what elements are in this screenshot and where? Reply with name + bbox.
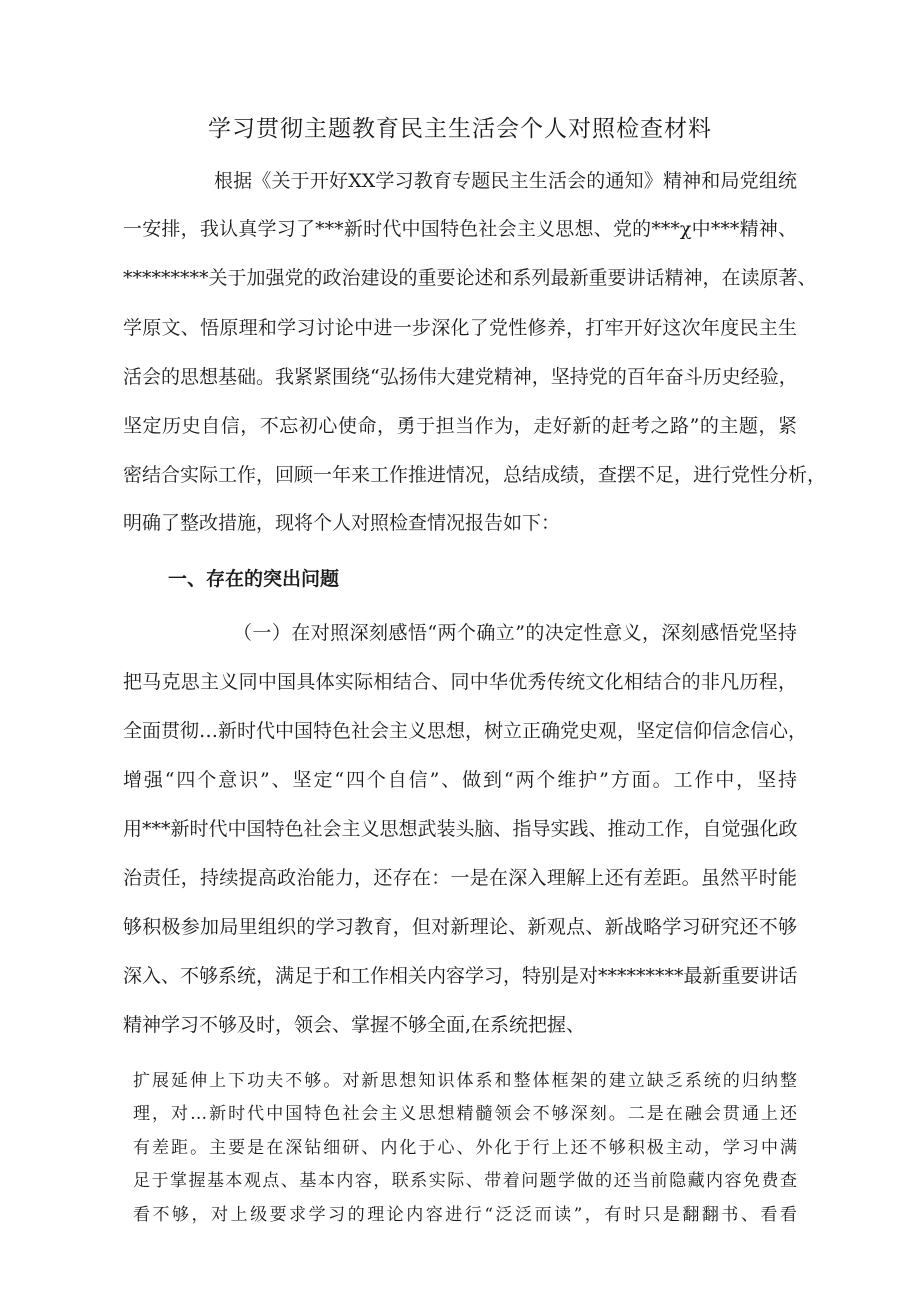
intro-line: 活会的思想基础。我紧紧围绕“弘扬伟大建党精神，坚持党的百年奋斗历史经验， <box>123 366 798 388</box>
section-heading: 一、存在的突出问题 <box>168 568 340 590</box>
section1-line: （一）在对照深刻感悟“两个确立”的决定性意义，深刻感悟党坚持 <box>233 622 797 644</box>
document-title: 学习贯彻主题教育民主生活会个人对照检查材料 <box>208 116 712 142</box>
section1-line: 深入、不够系统，满足于和工作相关内容学习，特别是对*********最新重要讲话 <box>123 965 798 987</box>
intro-line: 坚定历史自信，不忘初心使命，勇于担当作为，走好新的赶考之路”的主题，紧 <box>123 415 797 437</box>
intro-line: 学原文、悟原理和学习讨论中进一步深化了党性修养，打牢开好这次年度民主生 <box>123 317 797 339</box>
continuation-line: 理，对…新时代中国特色社会主义思想精髓领会不够深刻。二是在融会贯通上还 <box>133 1104 797 1124</box>
continuation-line: 足于掌握基本观点、基本内容，联系实际、带着问题学做的还当前隐藏内容免费查 <box>133 1171 797 1191</box>
continuation-line: 扩展延伸上下功夫不够。对新思想知识体系和整体框架的建立缺乏系统的归纳整 <box>133 1071 797 1091</box>
section1-line: 全面贯彻…新时代中国特色社会主义思想，树立正确党史观，坚定信仰信念信心， <box>123 720 808 742</box>
section1-line: 增强“四个意识”、坚定“四个自信”、做到“两个维护”方面。工作中，坚持 <box>123 769 797 791</box>
continuation-line: 有差距。主要是在深钻细研、内化于心、外化于行上还不够积极主动，学习中满 <box>133 1138 797 1158</box>
section1-line: 用***新时代中国特色社会主义思想武装头脑、指导实践、推动工作，自觉强化政 <box>123 818 798 840</box>
section1-line: 够积极参加局里组织的学习教育，但对新理论、新观点、新战略学习研究还不够 <box>123 916 797 938</box>
intro-line: 一安排，我认真学习了***新时代中国特色社会主义思想、党的***χ中***精神、 <box>123 218 797 240</box>
intro-line: 根据《关于开好XX学习教育专题民主生活会的通知》精神和局党组统 <box>214 170 797 192</box>
section1-line: 治责任，持续提高政治能力，还存在：一是在深入理解上还有差距。虽然平时能 <box>123 867 797 889</box>
intro-line: 明确了整改措施，现将个人对照检查情况报告如下： <box>123 512 561 534</box>
section1-line: 精神学习不够及时，领会、掌握不够全面,在系统把握、 <box>123 1014 586 1036</box>
intro-line: *********关于加强党的政治建设的重要论述和系列最新重要讲话精神，在读原著、 <box>123 267 817 289</box>
continuation-line: 看不够，对上级要求学习的理论内容进行“泛泛而读”，有时只是翻翻书、看看 <box>133 1205 797 1225</box>
intro-line: 密结合实际工作，回顾一年来工作推进情况，总结成绩，查摆不足，进行党性分析， <box>123 464 827 486</box>
section1-line: 把马克思主义同中国具体实际相结合、同中华优秀传统文化相结合的非凡历程， <box>123 671 797 693</box>
